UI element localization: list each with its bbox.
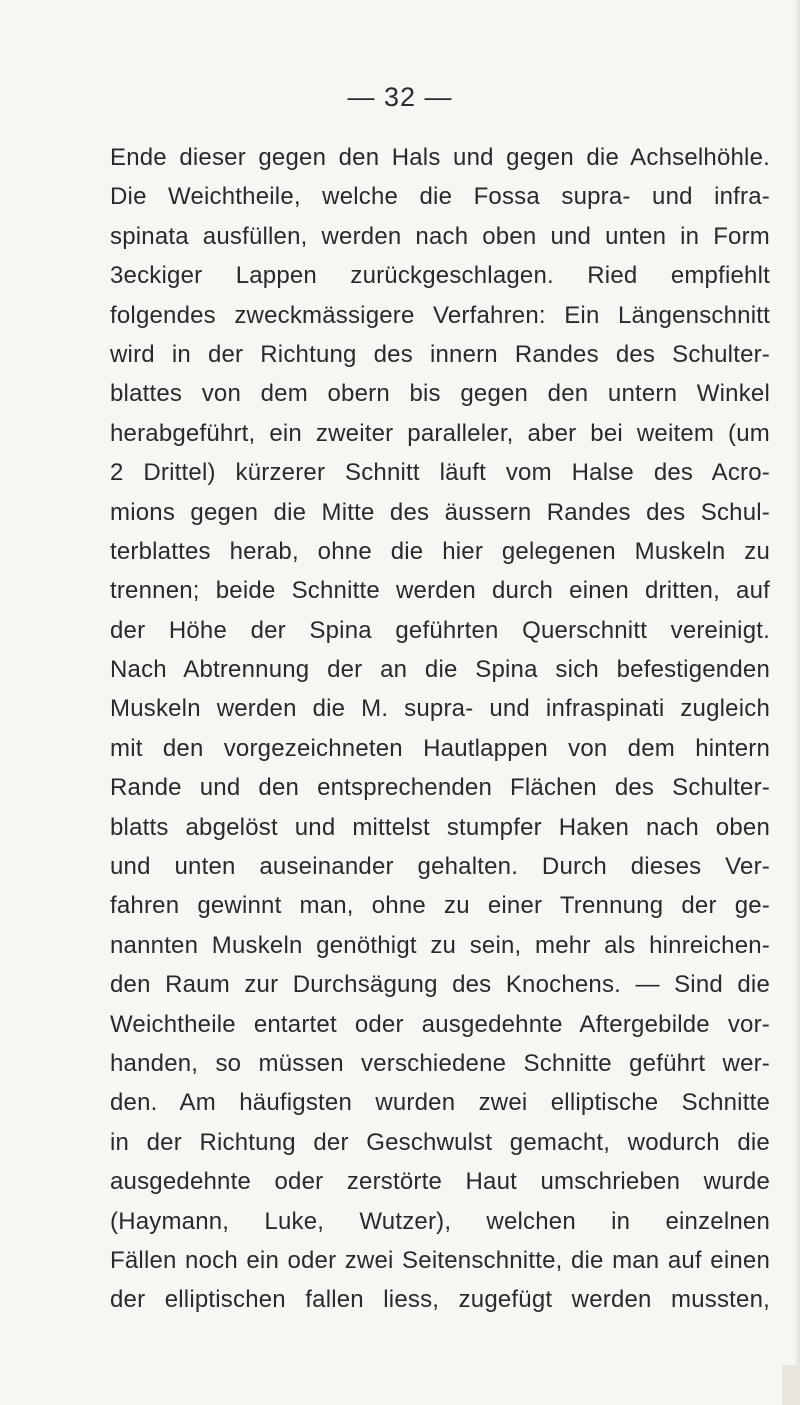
text-line: nannten Muskeln genöthigt zu sein, mehr als hinreichen- (110, 931, 770, 959)
text-line: folgendes zweckmässigere Verfahren: Ein Längenschnitt (110, 301, 770, 329)
text-line: terblattes herab, ohne die hier gelegenen Muskeln zu (110, 537, 770, 565)
text-line: mit den vorgezeichneten Hautlappen von dem hintern (110, 734, 770, 762)
text-line: (Haymann, Luke, Wutzer), welchen in einzelnen (110, 1207, 770, 1235)
text-line: in der Richtung der Geschwulst gemacht, wodurch die (110, 1128, 770, 1156)
text-line: fahren gewinnt man, ohne zu einer Trennung der ge- (110, 892, 770, 920)
text-line: Ende dieser gegen den Hals und gegen die Achselhöhle. (110, 144, 770, 171)
text-line: handen, so müssen verschiedene Schnitte geführt wer- (110, 1049, 770, 1077)
text-line: spinata ausfüllen, werden nach oben und unten in Form (110, 222, 770, 250)
text-line: 2 Drittel) kürzerer Schnitt läuft vom Halse des Acro- (110, 459, 770, 487)
text-line: den Raum zur Durchsägung des Knochens. — Sind die (110, 971, 770, 999)
scan-mark (782, 1365, 800, 1405)
text-line: blatts abgelöst und mittelst stumpfer Haken nach oben (110, 813, 770, 841)
text-line: Nach Abtrennung der an die Spina sich befestigenden (110, 656, 770, 684)
page-number: — 32 — (347, 82, 453, 112)
text-line: Fällen noch ein oder zwei Seitenschnitte, die man auf einen (110, 1246, 770, 1274)
body-text (110, 138, 770, 1320)
text-line: den. Am häufigsten wurden zwei elliptische Schnitte (110, 1089, 770, 1117)
text-line: Weichtheile entartet oder ausgedehnte Aftergebilde vor- (110, 1010, 770, 1038)
text-line: herabgeführt, ein zweiter paralleler, aber bei weitem (um (110, 419, 770, 447)
text-line: mions gegen die Mitte des äussern Randes des Schul- (110, 498, 770, 526)
scan-edge (794, 0, 800, 1405)
text-line: ausgedehnte oder zerstörte Haut umschrieben wurde (110, 1168, 770, 1196)
text-line: der Höhe der Spina geführten Querschnitt vereinigt. (110, 616, 770, 644)
text-line: Die Weichtheile, welche die Fossa supra- und infra- (110, 183, 770, 211)
text-line: Rande und den entsprechenden Flächen des Schulter- (110, 774, 770, 802)
text-line: und unten auseinander gehalten. Durch dieses Ver- (110, 853, 770, 881)
text-line: 3eckiger Lappen zurückgeschlagen. Ried empfiehlt (110, 262, 770, 290)
text-line: Muskeln werden die M. supra- und infraspinati zugleich (110, 695, 770, 723)
text-line: blattes von dem obern bis gegen den untern Winkel (110, 380, 770, 408)
text-line: der elliptischen fallen liess, zugefügt werden mussten, (110, 1286, 770, 1314)
text-line: wird in der Richtung des innern Randes des Schulter- (110, 340, 770, 368)
text-line: trennen; beide Schnitte werden durch einen dritten, auf (110, 577, 770, 605)
